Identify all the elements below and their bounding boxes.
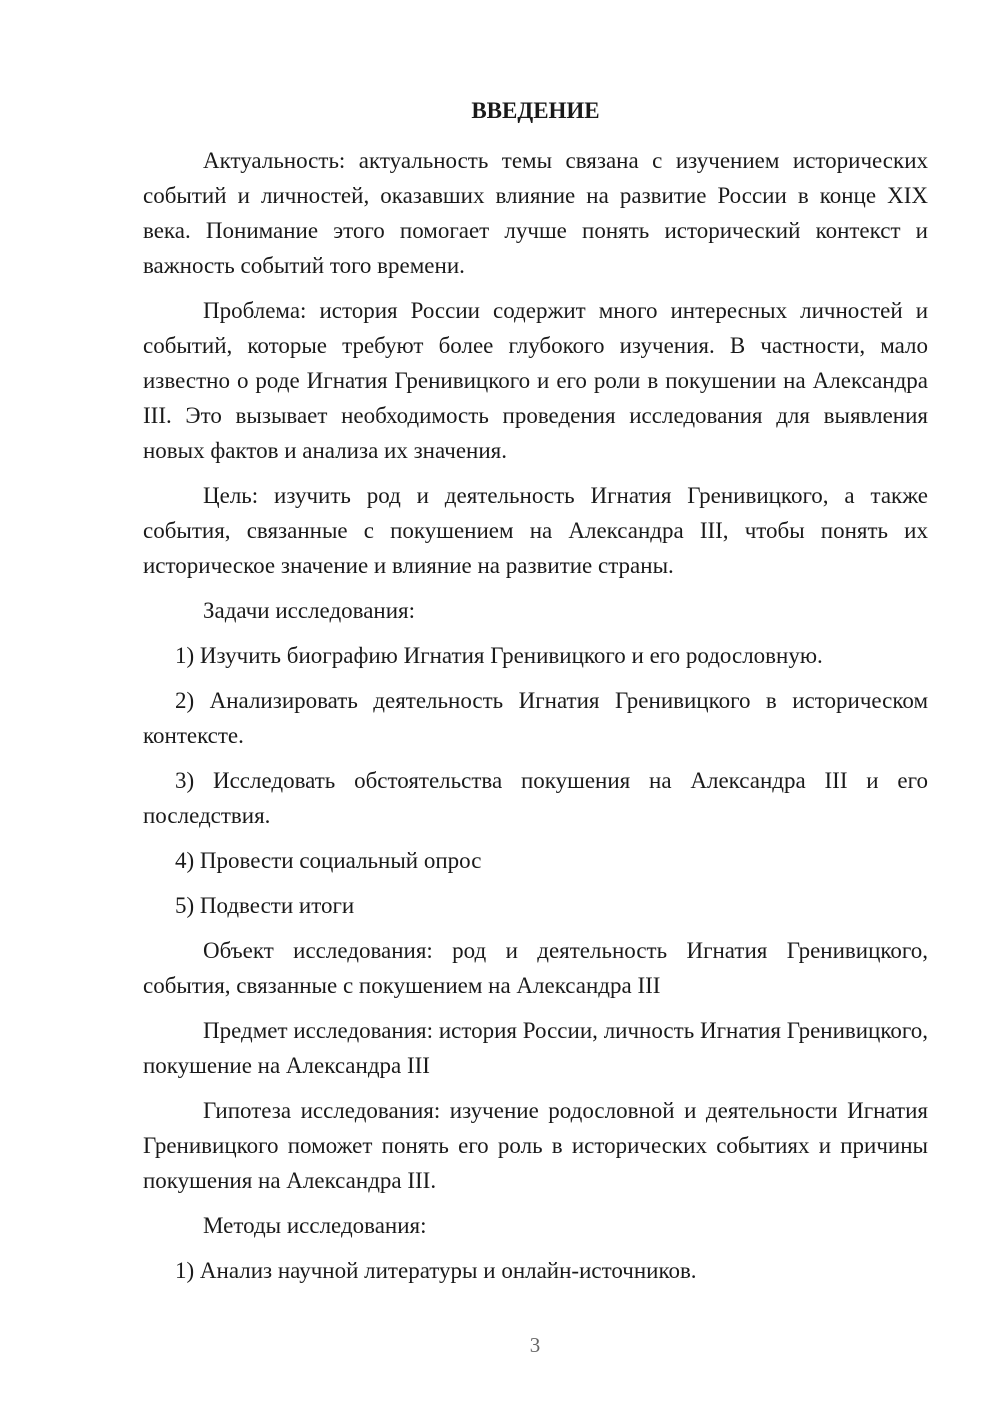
hypothesis-paragraph: Гипотеза исследования: изучение родословной и деятельности Игнатия Гренивицкого поможет понять его роль в исторических событиях и причины покушения на Александра III. (143, 1098, 928, 1193)
tasks-heading: Задачи исследования: (203, 598, 416, 623)
relevance-paragraph: Актуальность: актуальность темы связана с изучением исторических событий и личностей, оказавших влияние на развитие России в конце XIX века. Понимание этого помогает лучше понять исторический контекст и важность событий того времени. (143, 148, 928, 278)
methods-heading: Методы исследования: (203, 1213, 427, 1238)
page-number: 3 (529, 1333, 541, 1357)
page-content (143, 96, 928, 1298)
task-item-3: 3) Исследовать обстоятельства покушения на Александра III и его последствия. (143, 768, 928, 828)
problem-paragraph: Проблема: история России содержит много интересных личностей и событий, которые требуют более глубокого изучения. В частности, мало известно о роде Игнатия Гренивицкого и его роли в покушении на Александра III. Это вызывает необходимость проведения исследования для выявления новых фактов и анализа их значения. (143, 298, 928, 463)
task-item-5: 5) Подвести итоги (175, 893, 355, 918)
goal-paragraph: Цель: изучить род и деятельность Игнатия Гренивицкого, а также события, связанные с покушением на Александра III, чтобы понять их историческое значение и влияние на развитие страны. (143, 483, 928, 578)
task-item-2: 2) Анализировать деятельность Игнатия Гренивицкого в историческом контексте. (143, 688, 928, 748)
subject-paragraph: Предмет исследования: история России, личность Игнатия Гренивицкого, покушение на Александра III (143, 1018, 928, 1078)
section-heading: ВВЕДЕНИЕ (471, 98, 600, 123)
task-item-1: 1) Изучить биографию Игнатия Гренивицкого и его родословную. (175, 643, 823, 668)
object-paragraph: Объект исследования: род и деятельность Игнатия Гренивицкого, события, связанные с покушением на Александра III (143, 938, 928, 998)
task-item-4: 4) Провести социальный опрос (175, 848, 482, 873)
method-item-1: 1) Анализ научной литературы и онлайн-источников. (175, 1258, 697, 1283)
